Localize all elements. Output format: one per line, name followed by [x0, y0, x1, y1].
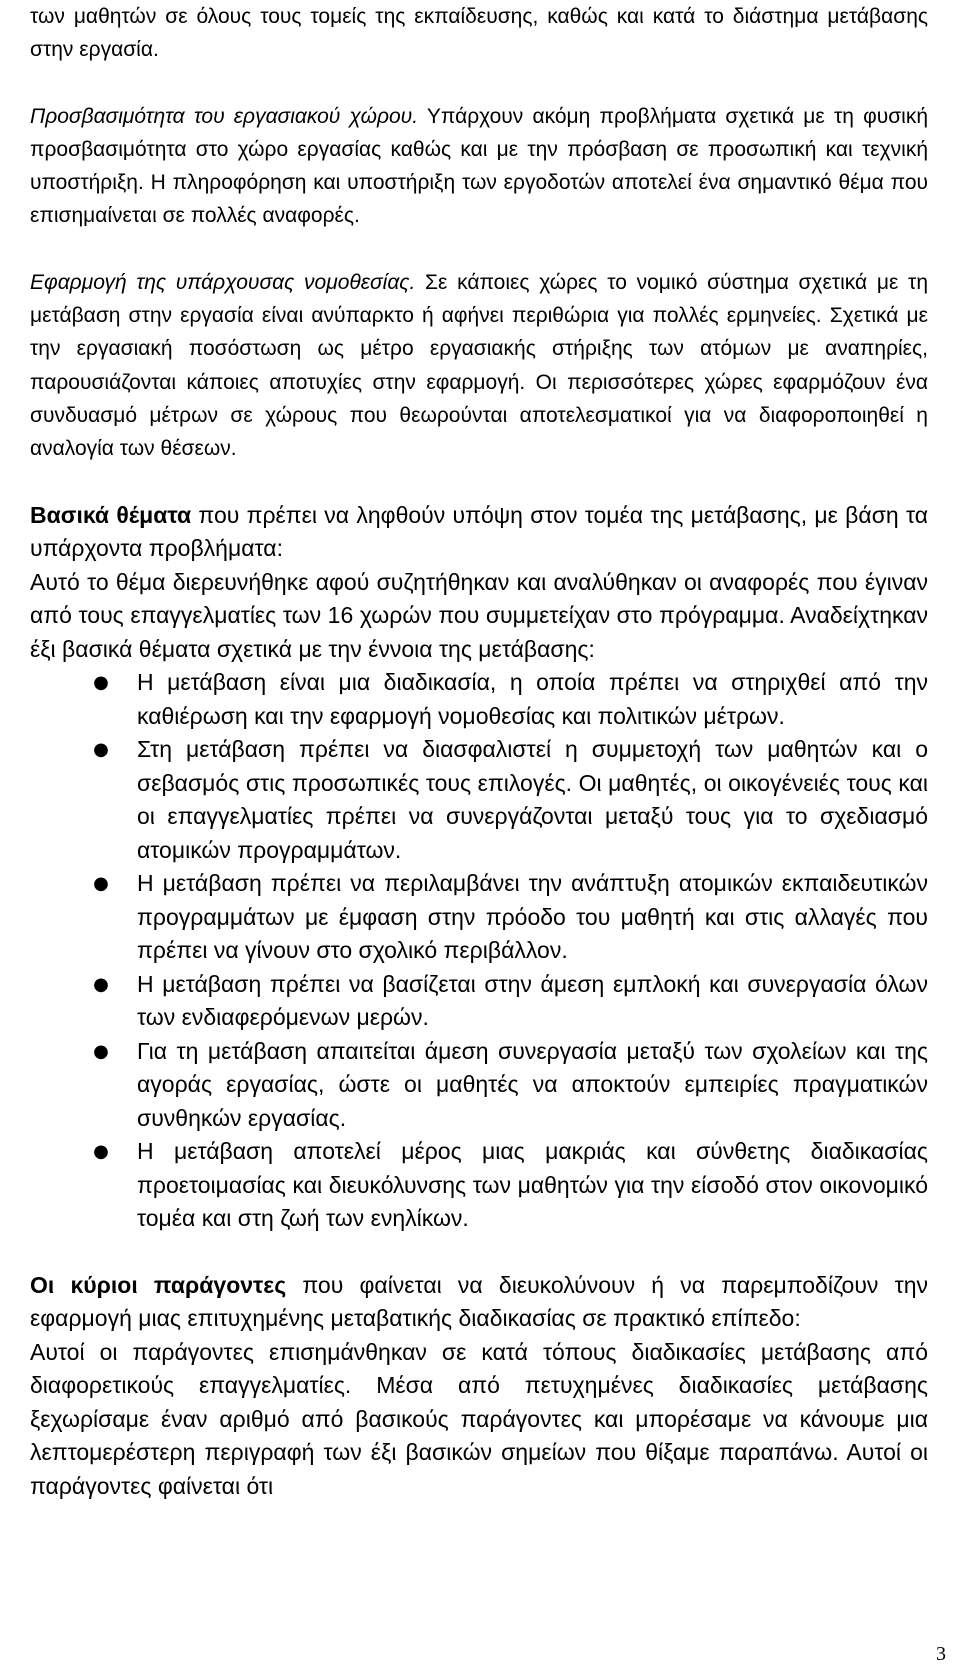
bullet-icon: ●: [93, 873, 109, 895]
accessibility-paragraph: [30, 100, 928, 233]
bullet-icon: ●: [93, 672, 109, 694]
list-item: [30, 733, 928, 867]
key-issues-text: Αυτό το θέμα διερευνήθηκε αφού συζητήθηκαν και αναλύθηκαν οι αναφορές που έγιναν από τους επαγγελματίες των 16 χωρών που συμμετείχαν στο πρόγραμμα. Αναδείχτηκαν έξι βασικά θέματα σχετικά με την έννοια της μετάβασης:: [30, 568, 928, 662]
spacer: [30, 466, 928, 499]
legislation-text: Σε κάποιες χώρες το νομικό σύστημα σχετικά με τη μετάβαση στην εργασία είναι ανύπαρκτο ή αφήνει περιθώρια για πολλές ερμηνείες. Σχετικά με την εργασιακή ποσόστωση ως μέτρο εργασιακής στήριξης των ατόμων με αναπηρίες, παρουσιάζονται κάποιες αποτυχίες στην εφαρμογή. Οι περισσότερες χώρες εφαρμόζουν ένα συνδυασμό μέτρων σε χώρους που θεωρούνται αποτελεσματικοί για να διαφοροποιηθεί η αναλογία των θέσεων.: [30, 270, 928, 461]
spacer: [30, 1236, 928, 1269]
list-item: [30, 867, 928, 968]
bullet-icon: ●: [93, 973, 109, 995]
list-item-text: Στη μετάβαση πρέπει να διασφαλιστεί η συμμετοχή των μαθητών και ο σεβασμός στις προσωπικές τους επιλογές. Οι μαθητές, οι οικογένειές τους και οι επαγγελματίες πρέπει να συνεργάζονται μεταξύ τους για το σχεδιασμό ατομικών προγραμμάτων.: [137, 736, 928, 863]
bullet-icon: ●: [93, 1141, 109, 1163]
key-issues-heading-rest: που πρέπει να ληφθούν υπόψη στον τομέα της μετάβασης, με βάση τα υπάρχοντα προβλήματα:: [30, 501, 929, 562]
document-body: [30, 0, 928, 1503]
main-factors-heading: Οι κύριοι παράγοντες: [30, 1271, 287, 1298]
main-factors-heading-rest: που φαίνεται να διευκολύνουν ή να παρεμποδίζουν την εφαρμογή μιας επιτυχημένης μεταβατικής διαδικασίας σε πρακτικό επίπεδο:: [30, 1271, 928, 1332]
accessibility-heading: Προσβασιμότητα του εργασιακού χώρου.: [30, 104, 419, 128]
main-factors-paragraph: [30, 1336, 928, 1504]
list-item-text: Η μετάβαση πρέπει να βασίζεται στην άμεση εμπλοκή και συνεργασία όλων των ενδιαφερόμενων μερών.: [137, 970, 928, 1031]
bullet-icon: ●: [93, 1040, 109, 1062]
list-item-text: Για τη μετάβαση απαιτείται άμεση συνεργασία μεταξύ των σχολείων και της αγοράς εργασίας, ώστε οι μαθητές να αποκτούν εμπειρίες πραγματικών συνθηκών εργασίας.: [137, 1037, 928, 1131]
spacer: [30, 233, 928, 266]
list-item: [30, 1035, 928, 1136]
page-number: 3: [936, 1643, 946, 1665]
list-item-text: Η μετάβαση είναι μια διαδικασία, η οποία πρέπει να στηριχθεί από την καθιέρωση και την εφαρμογή νομοθεσίας και πολιτικών μέτρων.: [137, 669, 928, 729]
main-factors-text: Αυτοί οι παράγοντες επισημάνθηκαν σε κατά τόπους διαδικασίες μετάβασης από διαφορετικούς επαγγελματίες. Μέσα από πετυχημένες διαδικασίες μετάβασης ξεχωρίσαμε έναν αριθμό από βασικούς παράγοντες και μπορέσαμε να κάνουμε μια λεπτομερέστερη περιγραφή των έξι βασικών σημείων που θίξαμε παραπάνω. Αυτοί οι παράγοντες φαίνεται ότι: [30, 1338, 928, 1499]
main-factors-heading-paragraph: [30, 1269, 928, 1336]
bullet-icon: ●: [93, 739, 109, 761]
list-item-text: Η μετάβαση αποτελεί μέρος μιας μακριάς και σύνθετης διαδικασίας προετοιμασίας και διευκόλυνσης των μαθητών για την είσοδό στον οικονομικό τομέα και στη ζωή των ενηλίκων.: [137, 1138, 928, 1232]
key-issues-paragraph: [30, 566, 928, 667]
list-item: [30, 1135, 928, 1236]
list-item: [30, 968, 928, 1035]
intro-text: των μαθητών σε όλους τους τομείς της εκπαίδευσης, καθώς και κατά το διάστημα μετάβασης στην εργασία.: [30, 5, 928, 62]
legislation-heading: Εφαρμογή της υπάρχουσας νομοθεσίας.: [30, 270, 416, 294]
list-item-text: Η μετάβαση πρέπει να περιλαμβάνει την ανάπτυξη ατομικών εκπαιδευτικών προγραμμάτων με έμφαση στην πρόοδο του μαθητή και στις αλλαγές που πρέπει να γίνουν στο σχολικό περιβάλλον.: [137, 870, 928, 964]
key-issues-list: [30, 666, 928, 1236]
list-item: [30, 666, 928, 733]
key-issues-heading-paragraph: [30, 499, 928, 566]
intro-paragraph: [30, 0, 928, 67]
legislation-paragraph: [30, 266, 928, 466]
key-issues-heading: Βασικά θέματα: [30, 501, 192, 528]
spacer: [30, 67, 928, 100]
accessibility-text: Υπάρχουν ακόμη προβλήματα σχετικά με τη φυσική προσβασιμότητα στο χώρο εργασίας καθώς και με την πρόσβαση σε προσωπική και τεχνική υποστήριξη. Η πληροφόρηση και υποστήριξη των εργοδοτών αποτελεί ένα σημαντικό θέμα που επισημαίνεται σε πολλές αναφορές.: [30, 104, 929, 228]
